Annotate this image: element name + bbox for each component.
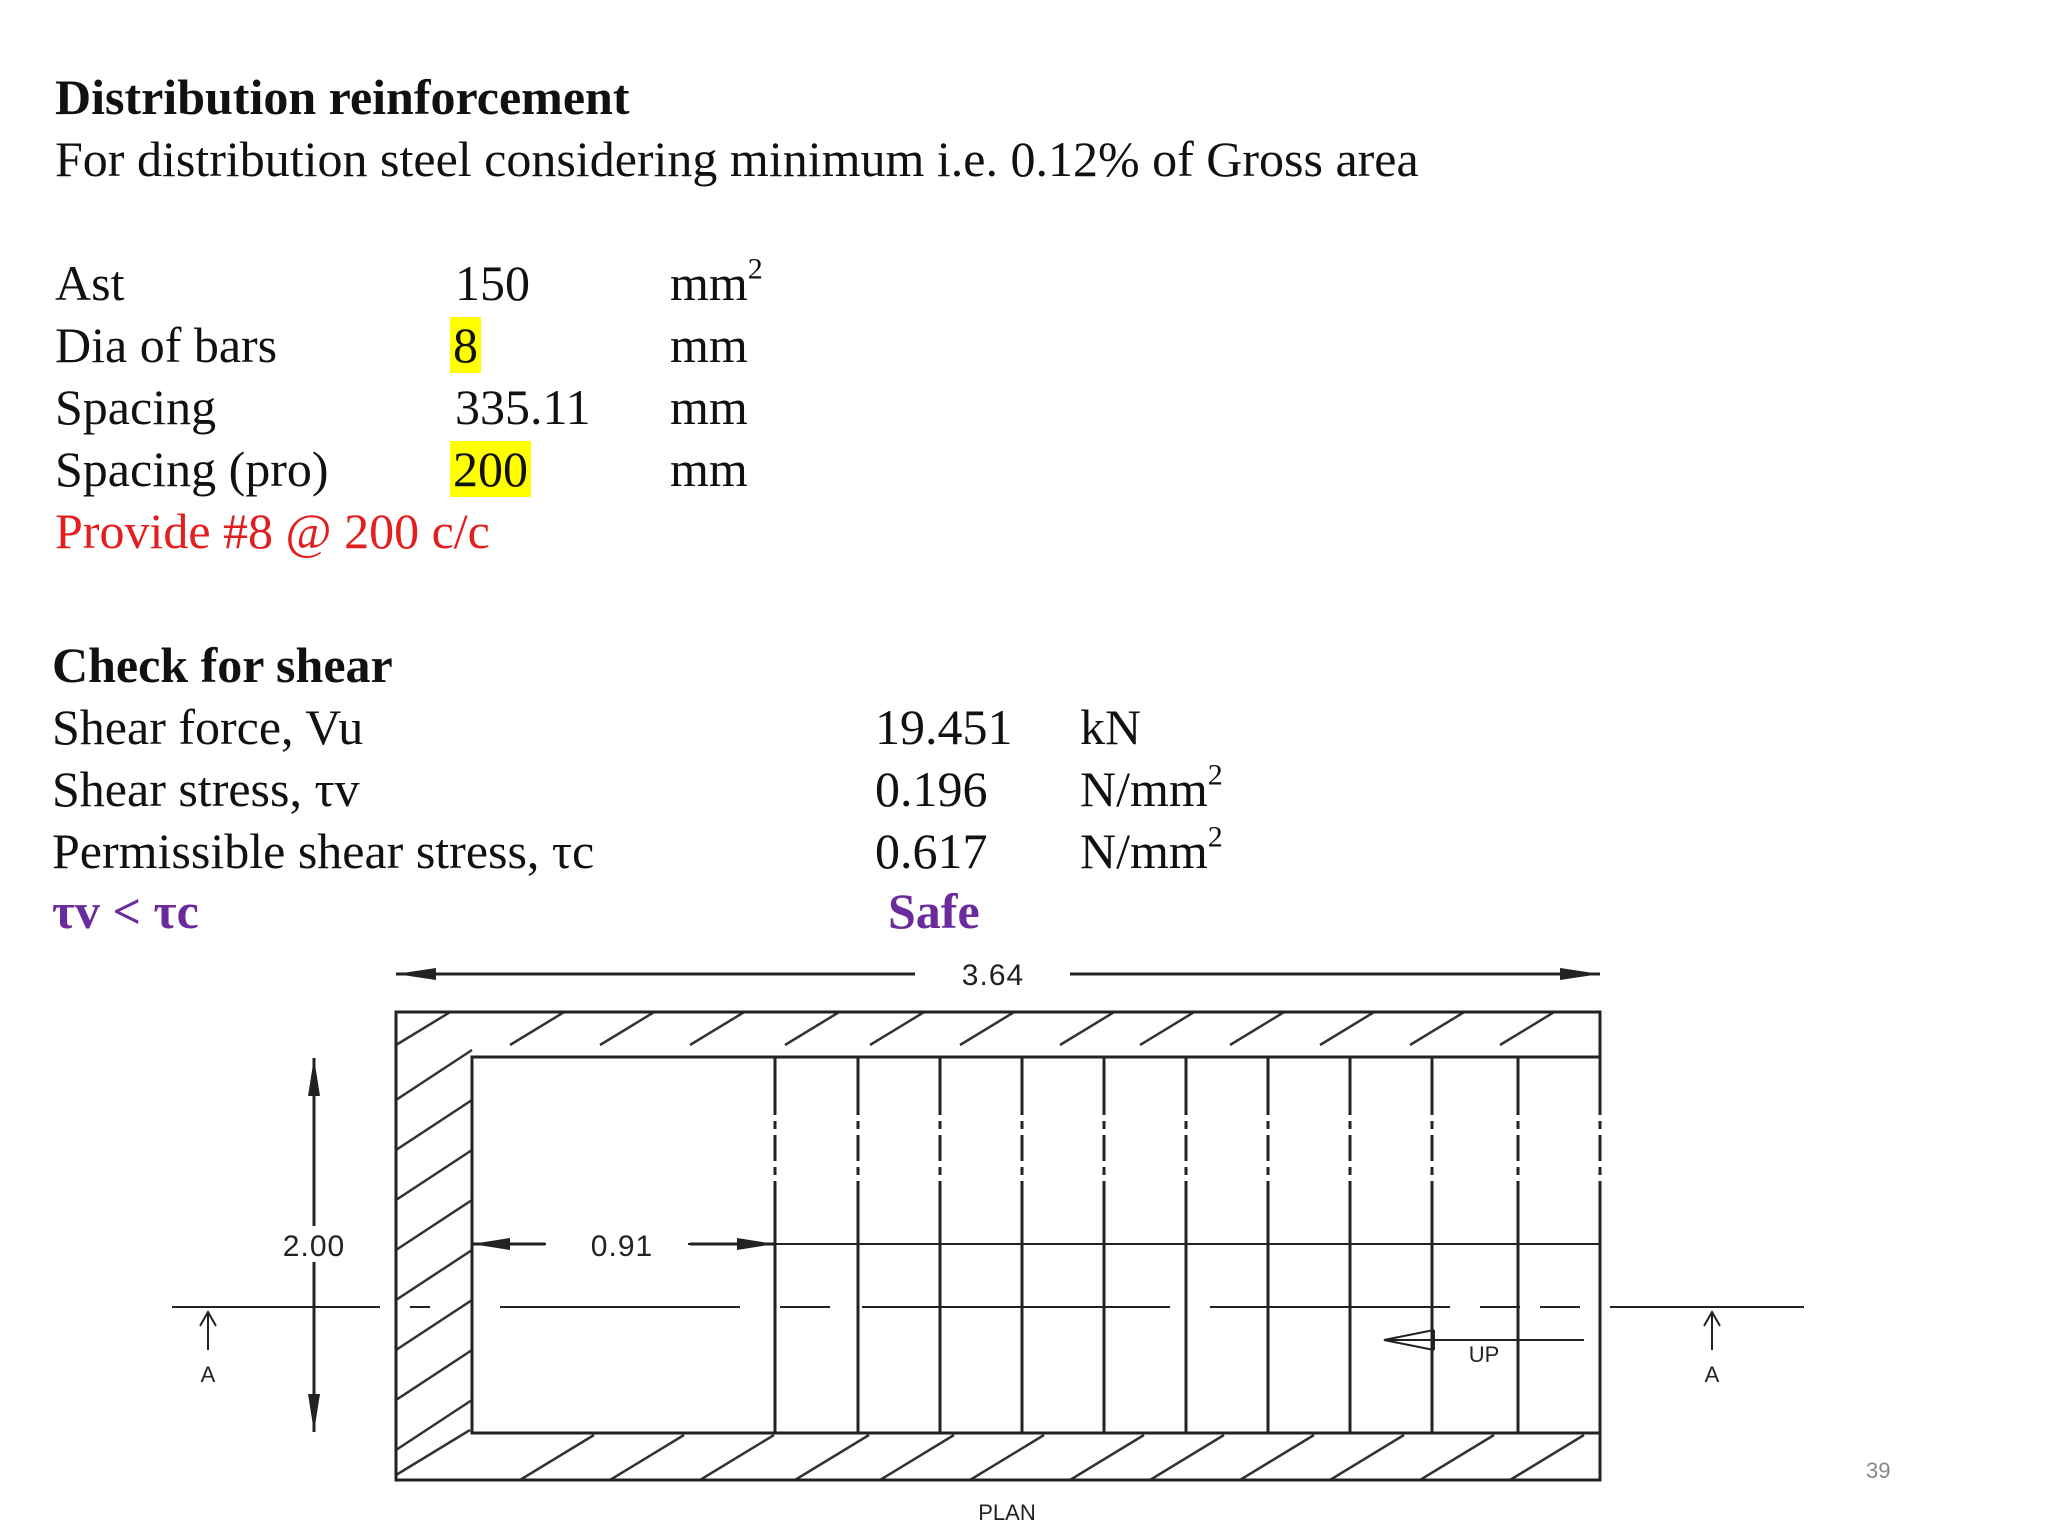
shear-stress-unit: $N/mm^2$	[1080, 758, 1223, 817]
spacing-pro-label: Spacing (pro)	[55, 441, 329, 497]
shear-heading: Check for shear	[52, 637, 393, 693]
ast-unit: $mm^2$	[670, 252, 763, 311]
landing-arrow-right	[737, 1238, 775, 1250]
permissible-stress-value: 0.617	[875, 823, 988, 879]
section-arrow-left	[200, 1312, 216, 1350]
shear-force-unit: kN	[1080, 699, 1142, 755]
plan-caption: PLAN	[978, 1500, 1036, 1525]
length-label: 3.64	[961, 959, 1025, 992]
dia-label: Dia of bars	[55, 317, 278, 373]
shear-condition: τv < τc	[52, 883, 199, 939]
provide-note: Provide #8 @ 200 c/c	[55, 503, 490, 559]
length-arrow-left	[396, 968, 436, 980]
section-arrow-right	[1704, 1312, 1720, 1350]
distribution-heading: Distribution reinforcement	[55, 69, 630, 125]
page-number: 39	[1866, 1458, 1891, 1483]
dia-unit: mm	[670, 317, 748, 373]
landing-label: 0.91	[590, 1230, 654, 1263]
shear-stress-value: 0.196	[875, 761, 988, 817]
permissible-stress-unit: $N/mm^2$	[1080, 820, 1223, 879]
break-line-gaps	[770, 1118, 1606, 1178]
spacing-unit: mm	[670, 379, 748, 435]
section-label-left: A	[200, 1362, 216, 1387]
shear-force-value: 19.451	[875, 699, 1013, 755]
section-label-right: A	[1704, 1362, 1720, 1387]
distribution-intro: For distribution steel considering minimum i.e. 0.12% of Gross area	[55, 131, 1419, 187]
ast-value: 150	[455, 255, 530, 311]
up-label: UP	[1468, 1342, 1500, 1367]
permissible-stress-label: Permissible shear stress, τc	[52, 823, 595, 879]
width-arrow-bottom	[308, 1394, 320, 1432]
landing-arrow-left	[472, 1238, 510, 1250]
length-arrow-right	[1560, 968, 1600, 980]
spacing-label: Spacing	[55, 379, 217, 435]
width-label: 2.00	[282, 1230, 346, 1263]
dia-value: 8	[450, 320, 481, 370]
spacing-pro-value: 200	[450, 444, 531, 494]
ast-label: Ast	[55, 255, 125, 311]
width-arrow-top	[308, 1058, 320, 1096]
shear-force-label: Shear force, Vu	[52, 699, 364, 755]
spacing-pro-unit: mm	[670, 441, 748, 497]
shear-stress-label: Shear stress, τv	[52, 761, 360, 817]
shear-result: Safe	[888, 883, 980, 939]
spacing-value: 335.11	[455, 379, 591, 435]
